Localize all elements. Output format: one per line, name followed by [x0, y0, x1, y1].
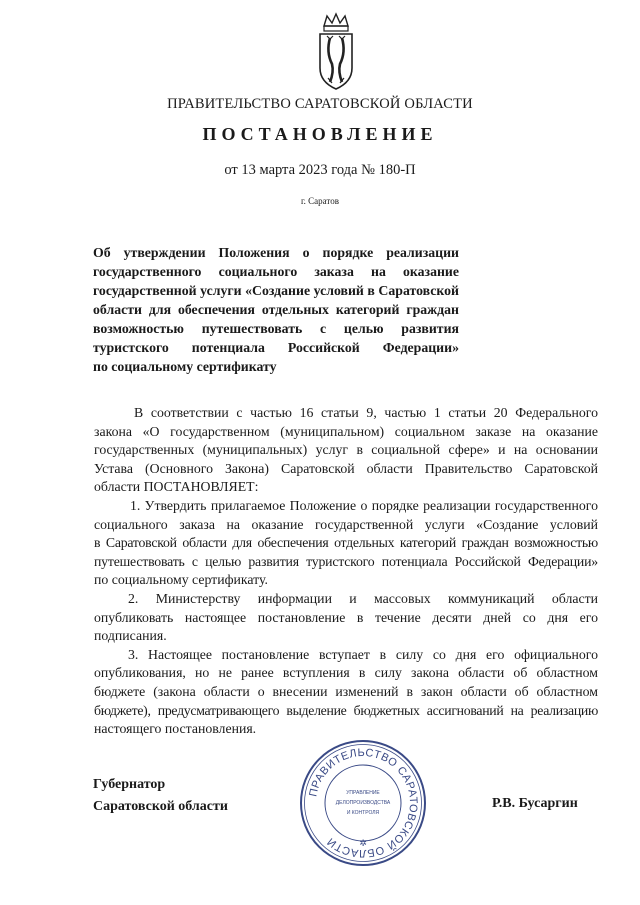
signatory-title-line: Губернатор: [93, 777, 166, 792]
seal-center-line: ДЕЛОПРОИЗВОДСТВА: [335, 800, 391, 806]
seal-center-line: УПРАВЛЕНИЕ: [346, 790, 380, 796]
body-line: настоящего постановления.: [94, 721, 257, 737]
official-seal: [298, 738, 428, 868]
document-subject: [93, 243, 459, 376]
document-type: ПОСТАНОВЛЕНИЕ: [202, 124, 438, 144]
signatory-title: [93, 774, 228, 818]
signatory-name: Р.В. Бусаргин: [492, 796, 578, 811]
body-line: путешествовать с целью развития туристского потенциала Российской Федерации»: [94, 553, 598, 569]
body-line: области ПОСТАНОВЛЯЕТ:: [94, 479, 259, 495]
body-line: по социальному сертификату.: [94, 572, 268, 588]
body-line: опубликовать настоящее постановление в течение десяти дней со дня его: [94, 609, 598, 625]
document-body: [94, 404, 598, 739]
body-line: в Саратовской области для обеспечения отдельных категорий граждан возможностью: [94, 535, 598, 551]
seal-center-line: И КОНТРОЛЯ: [346, 810, 380, 816]
signatory-title-line: Саратовской области: [93, 799, 228, 814]
body-line: бюджете (закона области о внесении изменений в закон области об областном: [94, 683, 598, 699]
document-date-number: от 13 марта 2023 года № 180-П: [224, 162, 416, 178]
body-line: закона «О государственном (муниципальном) социальном заказе на оказание: [94, 423, 598, 439]
body-line: социального заказа на оказание государственной услуги «Создание условий: [94, 516, 598, 532]
subject-line: Об утверждении Положения о порядке реализации: [93, 245, 459, 260]
subject-line: государственной услуги «Создание условий в Саратовской: [93, 283, 459, 298]
body-line: Устава (Основного Закона) Саратовской области Правительство Саратовской: [94, 460, 598, 476]
body-line: 1. Утвердить прилагаемое Положение о порядке реализации государственного: [130, 497, 598, 513]
body-line: бюджете), предусматривающего выделение бюджетных ассигнований на реализацию: [94, 702, 598, 718]
body-line: В соответствии с частью 16 статьи 9, частью 1 статьи 20 Федерального: [134, 405, 598, 420]
body-line: подписания.: [94, 628, 167, 644]
organization-name: ПРАВИТЕЛЬСТВО САРАТОВСКОЙ ОБЛАСТИ: [167, 96, 473, 112]
subject-line: возможностью путешествовать с целью развития: [93, 321, 459, 336]
body-line: 2. Министерству информации и массовых коммуникаций области: [128, 590, 598, 606]
body-line: опубликования, но не ранее вступления в силу закона области об областном: [94, 665, 598, 681]
seal-ring-text: ПРАВИТЕЛЬСТВО САРАТОВСКОЙ ОБЛАСТИ: [307, 746, 420, 860]
subject-line: государственного социального заказа на оказание: [93, 264, 459, 279]
document-city: г. Саратов: [301, 196, 339, 206]
svg-text:✲: ✲: [359, 839, 367, 849]
coat-of-arms-icon: [310, 12, 362, 92]
subject-line: по социальному сертификату: [93, 359, 277, 374]
body-line: 3. Настоящее постановление вступает в силу со дня его официального: [128, 646, 598, 662]
subject-line: туристского потенциала Российской Федерации»: [93, 340, 459, 355]
body-line: государственных (муниципальных) услуг в социальной сфере» и на основании: [94, 442, 598, 458]
subject-line: области для обеспечения отдельных категорий граждан: [93, 302, 459, 317]
